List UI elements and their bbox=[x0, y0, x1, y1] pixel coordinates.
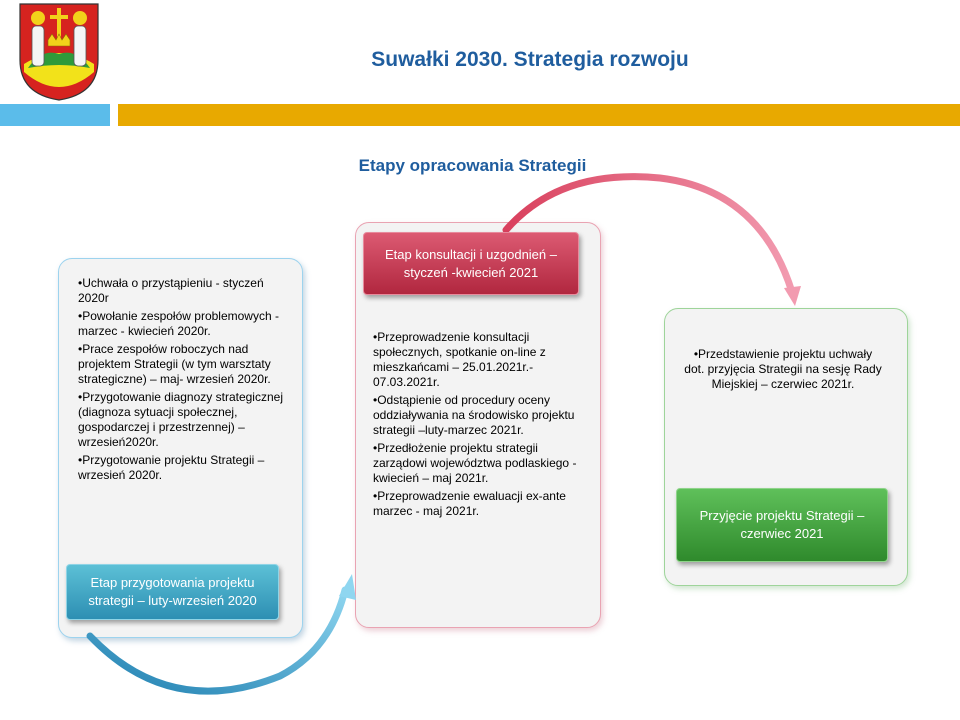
list-item: • Przedstawienie projektu uchwały dot. przyjęcia Strategii na sesję Rady Miejskiej – czerwiec 2021r. bbox=[683, 347, 883, 392]
page-title: Suwałki 2030. Strategia rozwoju bbox=[371, 48, 689, 71]
list-item: • Prace zespołów roboczych nad projektem Strategii (w tym warsztaty strategiczne) – maj- wrzesień 2020r. bbox=[78, 342, 288, 387]
stage-3-label-text: Przyjęcie projektu Strategii – czerwiec 2021 bbox=[699, 508, 865, 541]
section-subtitle: Etapy opracowania Strategii bbox=[358, 156, 587, 175]
stage-2-task-list bbox=[373, 330, 588, 522]
list-item: • Przeprowadzenie konsultacji społecznych, spotkanie on-line z mieszkańcami – 25.01.2021r.- 07.03.2021r. bbox=[373, 330, 588, 390]
list-item: • Uchwała o przystąpieniu - styczeń 2020r bbox=[78, 276, 288, 306]
list-item: • Odstąpienie od procedury oceny oddziaływania na środowisko projektu strategii –luty-marzec 2021r. bbox=[373, 393, 588, 438]
header-bar-blue bbox=[0, 104, 110, 126]
stage-1-label-text: Etap przygotowania projektu strategii – luty-wrzesień 2020 bbox=[88, 575, 257, 608]
stage-1-task-list bbox=[78, 276, 288, 486]
coat-of-arms-icon bbox=[18, 2, 100, 102]
list-item: • Przygotowanie diagnozy strategicznej (diagnoza sytuacji społecznej, gospodarczej i przestrzennej) – wrzesień2020r. bbox=[78, 390, 288, 450]
list-item: • Przygotowanie projektu Strategii – wrzesień 2020r. bbox=[78, 453, 288, 483]
list-item: • Powołanie zespołów problemowych - marzec - kwiecień 2020r. bbox=[78, 309, 288, 339]
stage-2-label-text: Etap konsultacji i uzgodnień – styczeń -kwiecień 2021 bbox=[384, 246, 557, 280]
list-item: • Przeprowadzenie ewaluacji ex-ante marzec - maj 2021r. bbox=[373, 489, 588, 519]
stage-2-label bbox=[363, 232, 579, 295]
stage-3-label bbox=[676, 488, 888, 562]
stage-1-label bbox=[66, 564, 279, 620]
stage-3-task-list bbox=[683, 347, 883, 395]
header-bar-gold bbox=[118, 104, 960, 126]
list-item: • Przedłożenie projektu strategii zarządowi województwa podlaskiego - kwiecień – maj 2021r. bbox=[373, 441, 588, 486]
